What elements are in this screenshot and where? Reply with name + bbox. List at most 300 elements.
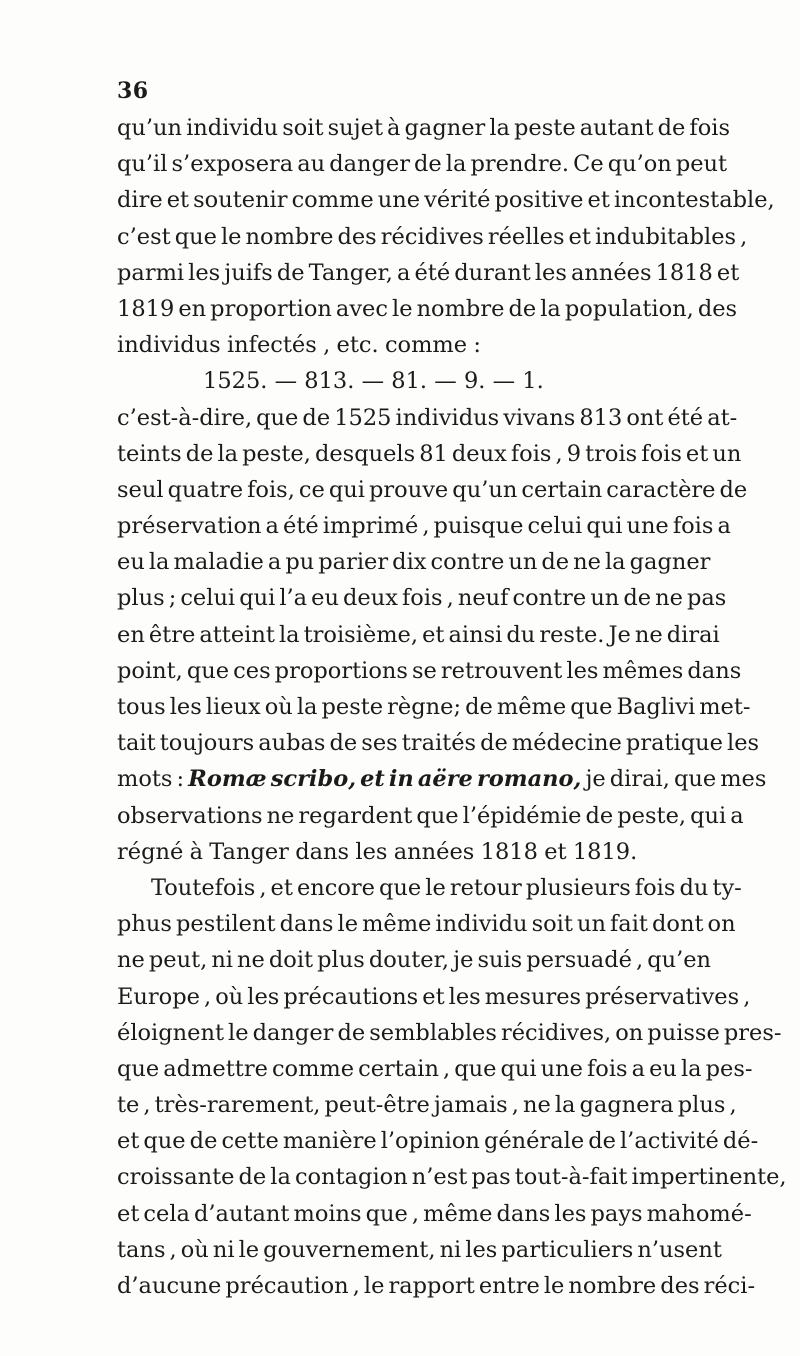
word: ainsi [448, 621, 503, 648]
word: 1. [522, 368, 544, 395]
word: pas [686, 585, 727, 612]
word: celui [180, 585, 236, 612]
word: mahomé- [646, 1200, 752, 1227]
word: ne [117, 947, 145, 974]
word: 813 [579, 404, 623, 431]
word: phus [117, 911, 172, 938]
word: , [740, 223, 748, 250]
word: met- [699, 694, 751, 720]
word: vivans [503, 404, 576, 431]
word: dans [295, 838, 350, 865]
word: , [169, 1236, 177, 1263]
word: durant [454, 259, 531, 286]
word: a [397, 259, 411, 286]
word: ne [655, 585, 683, 612]
word: positive [494, 187, 584, 214]
word: la [296, 694, 318, 720]
word: gagner [629, 549, 711, 576]
word: moins [293, 1200, 362, 1227]
word: impertinente, [631, 1164, 787, 1191]
word: atteint [199, 621, 275, 648]
word: la [270, 1164, 291, 1191]
word: précautions [283, 983, 419, 1010]
word: et [544, 838, 567, 865]
word: de [657, 115, 686, 141]
word: ty- [712, 874, 742, 901]
text-line [117, 1268, 756, 1304]
word: réelles [487, 223, 565, 250]
text-line [117, 110, 731, 146]
word: l’activité [619, 1128, 719, 1155]
word: dire [117, 187, 163, 214]
text-line [117, 1232, 722, 1268]
word: n’usent [637, 1236, 722, 1263]
word: un [508, 549, 538, 576]
word: de [302, 404, 331, 431]
word: traités [401, 730, 477, 757]
word: des [697, 295, 738, 322]
word: Tanger [209, 838, 289, 865]
word: 1819 [117, 295, 175, 322]
word: plus [677, 1092, 726, 1119]
word: de [276, 259, 305, 286]
word: dix [392, 549, 427, 576]
word: qui [328, 476, 365, 503]
word: un [712, 440, 742, 467]
text-line [117, 1087, 737, 1123]
word: vérité [424, 187, 491, 214]
word: 1525 [334, 404, 392, 431]
word: dont [652, 911, 704, 938]
word: peut-être [324, 1092, 430, 1119]
word: nombre [416, 295, 505, 322]
word: tous [117, 694, 166, 720]
word: de [623, 585, 652, 612]
word: population, [564, 295, 694, 322]
word: neuf [457, 585, 509, 612]
word: du [679, 874, 709, 901]
word: même [362, 911, 432, 938]
word: autant [579, 115, 654, 141]
word: dans [279, 911, 334, 938]
word: imprimé [322, 513, 419, 540]
word: fois [401, 585, 443, 612]
word: éloignent [117, 1019, 224, 1046]
word: et [568, 223, 591, 250]
word: n’est [411, 1164, 468, 1191]
word: dans [687, 657, 742, 684]
word: des [337, 223, 377, 250]
word: et [587, 187, 610, 214]
word: du [506, 621, 536, 648]
word: Toutefois [151, 874, 256, 901]
word: 9. [463, 368, 486, 395]
word: de [337, 1019, 366, 1046]
word: que [673, 766, 717, 793]
word: fois [641, 440, 682, 467]
word: que [416, 802, 459, 829]
word: mêmes [602, 657, 684, 684]
word: régné [117, 838, 184, 865]
word: de [414, 151, 442, 178]
word: années [393, 838, 475, 865]
word: comme [271, 1055, 355, 1082]
word: indubitables [594, 223, 737, 250]
word: soit [531, 911, 573, 938]
word: fois [510, 440, 552, 467]
word: jamais [433, 1092, 508, 1119]
word: 81 [419, 440, 448, 467]
text-line [117, 472, 748, 508]
word: Europe [117, 983, 200, 1010]
word: suis [477, 947, 523, 974]
word: peste, [242, 440, 311, 467]
word: Baglivi [616, 694, 696, 720]
word: précaution [225, 1273, 349, 1299]
word: desquels [314, 440, 416, 467]
word: juifs [224, 259, 273, 286]
word: et [422, 983, 445, 1010]
word: 1819. [572, 838, 638, 865]
word: Tanger, [308, 259, 393, 286]
italic-word: Romæ [188, 766, 267, 793]
word: etc. [336, 332, 379, 359]
word: fois [689, 115, 731, 141]
text-line [117, 363, 707, 399]
word: retour [449, 874, 522, 901]
word: soutenir [193, 187, 288, 214]
text-line [117, 653, 742, 689]
word: dirai, [609, 766, 670, 793]
word: at- [707, 404, 738, 431]
word: où [264, 694, 293, 720]
text-line [117, 291, 738, 327]
word: a [265, 513, 279, 540]
text-line [117, 327, 707, 363]
word: deux [343, 585, 398, 612]
word: cela [143, 1200, 190, 1227]
word: que [186, 657, 230, 684]
word: mes [720, 766, 767, 793]
word: je [453, 947, 474, 974]
word: de [480, 730, 508, 757]
word: les [169, 694, 202, 720]
word: manière [282, 1128, 377, 1155]
word: été [283, 513, 319, 540]
word: récidives [380, 223, 484, 250]
word: qu’il [117, 151, 168, 178]
word: d’aucune [117, 1273, 222, 1299]
word: et [117, 1128, 140, 1155]
word: fois [586, 1055, 628, 1082]
page-number: 36 [117, 78, 149, 104]
word: que [143, 1128, 186, 1155]
word: que [256, 404, 299, 431]
word: règne; [387, 694, 462, 720]
word: eu [311, 585, 339, 612]
word: ne [573, 549, 601, 576]
word: la [148, 549, 170, 576]
word: pas [471, 1164, 511, 1191]
text-line [117, 508, 731, 544]
text-line [117, 870, 742, 906]
text-line [117, 617, 720, 653]
word: ses [361, 730, 398, 757]
word: celui [527, 513, 583, 540]
word: qui [586, 513, 623, 540]
word: rapport [388, 1273, 475, 1299]
word: 9 [566, 440, 582, 467]
word: la [604, 549, 626, 576]
word: individu [186, 115, 279, 141]
word: pays [590, 1200, 643, 1227]
word: en [178, 295, 207, 322]
word: semblables [369, 1019, 497, 1046]
word: l’opinion [380, 1128, 480, 1155]
word: pes- [705, 1055, 753, 1082]
word: individus [117, 332, 221, 359]
word: 813. [304, 368, 355, 395]
word: ni [212, 1236, 235, 1263]
word: le [363, 1273, 385, 1299]
word: la [680, 1055, 702, 1082]
word: aubas [258, 730, 326, 757]
word: qu’on [607, 151, 672, 178]
word: doit [268, 947, 314, 974]
word: de [329, 730, 358, 757]
word: et [117, 1200, 140, 1227]
word: peste [514, 115, 576, 141]
word: un [576, 911, 606, 938]
word: de [508, 295, 537, 322]
word: fois [634, 874, 676, 901]
word: trois [585, 440, 638, 467]
word: se [411, 657, 437, 684]
word: la [278, 621, 300, 648]
word: qu’un [117, 115, 183, 141]
word: admettre [163, 1055, 268, 1082]
word: incontestable, [613, 187, 775, 214]
word: — [361, 368, 385, 395]
word: de [465, 694, 493, 720]
word: a [267, 549, 282, 576]
italic-word: aëre [417, 766, 473, 793]
word: nombre [568, 1273, 657, 1299]
word: gagner [404, 115, 486, 141]
word: qui [690, 802, 727, 829]
word: et [422, 621, 445, 648]
word: à [387, 115, 401, 141]
word: , [555, 440, 563, 467]
word: l’épidémie [462, 802, 582, 829]
word: récidives, [500, 1019, 612, 1046]
word: de [238, 1164, 267, 1191]
word: soit [282, 115, 324, 141]
word: encore [296, 874, 375, 901]
word: ni [439, 1236, 462, 1263]
text-line [117, 1159, 787, 1195]
word: tait [117, 730, 156, 757]
word: : [176, 766, 185, 793]
word: au [297, 151, 326, 178]
word: et [716, 259, 740, 286]
word: de [719, 476, 748, 503]
word: danger [329, 151, 410, 178]
word: les [448, 983, 481, 1010]
word: nombre [245, 223, 334, 250]
word: fois, [247, 476, 295, 503]
word: Ce [573, 151, 604, 178]
word: certain [358, 1055, 439, 1082]
word: très-rarement, [154, 1092, 321, 1119]
word: 1818 [480, 838, 538, 865]
italic-word: romano, [476, 766, 582, 793]
word: que [454, 1055, 497, 1082]
word: puisse [647, 1019, 720, 1046]
text-line [117, 255, 740, 291]
word: plusieurs [525, 874, 631, 901]
word: : [473, 332, 481, 359]
italic-word: in [388, 766, 414, 793]
word: les [188, 259, 221, 286]
word: la [217, 440, 239, 467]
word: , [743, 983, 751, 1010]
text-line [117, 544, 711, 580]
word: te [117, 1092, 140, 1119]
word: gagnera [579, 1092, 674, 1119]
text-line [117, 834, 707, 870]
word: , [443, 1055, 451, 1082]
word: à [189, 838, 203, 865]
text-line [117, 580, 727, 616]
word: tans [117, 1236, 166, 1263]
word: prendre. [470, 151, 570, 178]
text-line [117, 1051, 753, 1087]
word: tout-à-fait [514, 1164, 628, 1191]
word: dirai [666, 621, 720, 648]
word: retrouvent [440, 657, 563, 684]
text-line [117, 182, 775, 218]
word: , [323, 332, 331, 359]
word: proportions [274, 657, 408, 684]
word: , [635, 947, 644, 974]
text-line [117, 400, 738, 436]
word: médecine [511, 730, 622, 757]
word: eu [649, 1055, 677, 1082]
word: — [274, 368, 298, 395]
word: , [203, 983, 212, 1010]
word: pu [285, 549, 315, 576]
word: réci- [703, 1273, 756, 1299]
word: danger [252, 1019, 334, 1046]
word: l’a [279, 585, 308, 612]
word: même [423, 1200, 493, 1227]
word: toujours [159, 730, 255, 757]
word: les [465, 1236, 498, 1263]
word: préservation [117, 513, 262, 540]
word: seul [117, 476, 164, 503]
word: croissante [117, 1164, 235, 1191]
word: contre [430, 549, 505, 576]
text-line [117, 942, 712, 978]
text-line [117, 798, 744, 834]
word: infectés [226, 332, 317, 359]
text-line [117, 906, 736, 942]
text-line [117, 219, 748, 255]
word: une [626, 513, 669, 540]
word: on [707, 911, 736, 938]
word: , [259, 874, 267, 901]
word: entre [478, 1273, 540, 1299]
word: peut, [148, 947, 208, 974]
word: le [392, 295, 413, 322]
word: persuadé [526, 947, 632, 974]
word: de [541, 549, 570, 576]
word: dé- [722, 1128, 759, 1155]
word: contagion [294, 1164, 408, 1191]
word: Je [608, 621, 631, 648]
text-line [117, 761, 767, 797]
word: plus [117, 585, 165, 612]
word: caractère [606, 476, 716, 503]
word: reste. [539, 621, 605, 648]
word: a [730, 802, 744, 829]
word: que [379, 874, 422, 901]
word: — [434, 368, 457, 395]
word: c’est [117, 223, 171, 250]
word: les [355, 838, 388, 865]
word: , [422, 513, 430, 540]
word: ont [626, 404, 664, 431]
word: a [631, 1055, 646, 1082]
word: qui [500, 1055, 537, 1082]
word: fait [609, 911, 648, 938]
word: et [270, 874, 293, 901]
word: pres- [723, 1019, 782, 1046]
italic-word: et [360, 766, 385, 793]
word: une [540, 1055, 583, 1082]
word: avec [335, 295, 388, 322]
word: comme [291, 187, 374, 214]
word: et [685, 440, 709, 467]
word: je [585, 766, 606, 793]
word: ni [211, 947, 233, 974]
word: , [511, 1092, 519, 1119]
word: les [727, 730, 760, 757]
word: dans [496, 1200, 551, 1227]
word: le [337, 911, 359, 938]
word: douter, [368, 947, 450, 974]
word: observations [117, 802, 263, 829]
word: 81. [391, 368, 428, 395]
word: , [446, 585, 454, 612]
word: regardent [298, 802, 413, 829]
word: été [414, 259, 451, 286]
text-line [117, 146, 728, 182]
word: que [570, 694, 613, 720]
word: , [411, 1200, 420, 1227]
word: pestilent [175, 911, 276, 938]
word: en [117, 621, 145, 648]
word: troisième, [303, 621, 419, 648]
word: la [554, 1092, 576, 1119]
word: prouve [369, 476, 449, 503]
word: ; [168, 585, 177, 612]
word: le [425, 874, 446, 901]
word: teints [117, 440, 182, 467]
word: les [534, 259, 567, 286]
word: point, [117, 657, 183, 684]
